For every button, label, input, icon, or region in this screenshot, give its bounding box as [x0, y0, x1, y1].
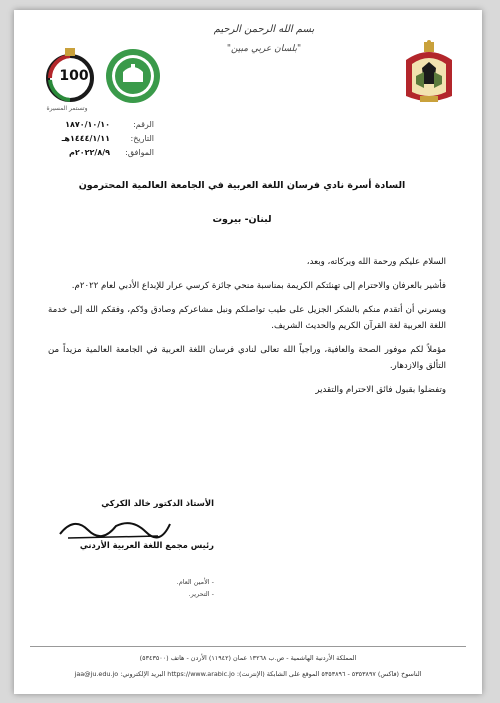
signature-scribble-icon	[54, 512, 174, 542]
signature-block	[54, 498, 214, 508]
cc-list	[94, 576, 214, 600]
signatory-title: رئيس مجمع اللغة العربية الأردني	[79, 540, 214, 550]
footer-contact: الناسوخ (فاكس) ٥٣٥٣٨٩٧ - ٥٣٥٣٨٩٦ الموقع على الشابكة (الإنترنت): https://www.arabic.jo البريد الإلكتروني: jaa@ju.edu.jo	[74, 670, 422, 678]
gregorian-date-label: الموافق:	[125, 148, 154, 157]
city-line: لبنان- بيروت	[212, 214, 272, 225]
signatory-name: الأستاذ الدكتور خالد الكركي	[101, 498, 214, 508]
paragraph-3: مؤملاً لكم موفور الصحة والعافية، وراجياً الله تعالى لنادي فرسان اللغة العربية في الجامعة العالمية مزيداً من التألق والازدهار.	[48, 345, 446, 371]
reference-block	[34, 118, 154, 160]
greeting: السلام عليكم ورحمة الله وبركاته، وبعد،	[306, 257, 446, 267]
paragraph-1: فأشير بالعرفان والاحترام إلى تهنئتكم الكريمة بمناسبة منحي جائزة كرسي عرار للإبداع الأدبي لعام ٢٠٢٢م.	[71, 281, 446, 291]
footer-address: المملكة الأردنية الهاشمية - ص.ب ١٣٢٦٨ عمان (١١٩٤٢) الأردن - هاتف (٥٣٤٣٥٠٠)	[139, 654, 357, 662]
gregorian-date-value: ٢٠٢٢/٨/٩م	[68, 148, 110, 157]
letter-page	[14, 10, 482, 694]
ref-label: الرقم:	[133, 120, 154, 129]
closing: وتفضلوا بقبول فائق الاحترام والتقدير	[315, 385, 446, 395]
ref-value: ١٨٧٠/١٠/١٠	[65, 120, 110, 129]
basmala: بسم الله الرحمن الرحيم	[213, 24, 315, 35]
cc-item: - التحرير.	[188, 590, 214, 598]
centennial-number: 100	[59, 68, 89, 84]
letter-body	[48, 254, 446, 406]
hijri-date-value: ١٤٤٤/١/١١هـ	[61, 134, 110, 143]
cc-item: - الأمين العام.	[176, 578, 214, 586]
academy-seal-icon	[105, 48, 161, 104]
footer-divider	[30, 646, 466, 647]
hijri-date-label: التاريخ:	[130, 134, 154, 143]
jordan-crest-icon	[400, 40, 458, 108]
centennial-caption: وتستمر المسيرة	[46, 105, 88, 112]
addressee: السادة أسرة نادي فرسان اللغة العربية في الجامعة العالمية المحترمون	[78, 180, 406, 191]
motto: "بلسان عربي مبين"	[226, 44, 302, 54]
paragraph-2: ويسرني أن أتقدم منكم بالشكر الجزيل على طيب تواصلكم ونبل مشاعركم وصادق ودّكم، وفقكم الله إلى خدمة اللغة العربية لغة القرآن الكريم والحديث الشريف.	[48, 305, 446, 331]
